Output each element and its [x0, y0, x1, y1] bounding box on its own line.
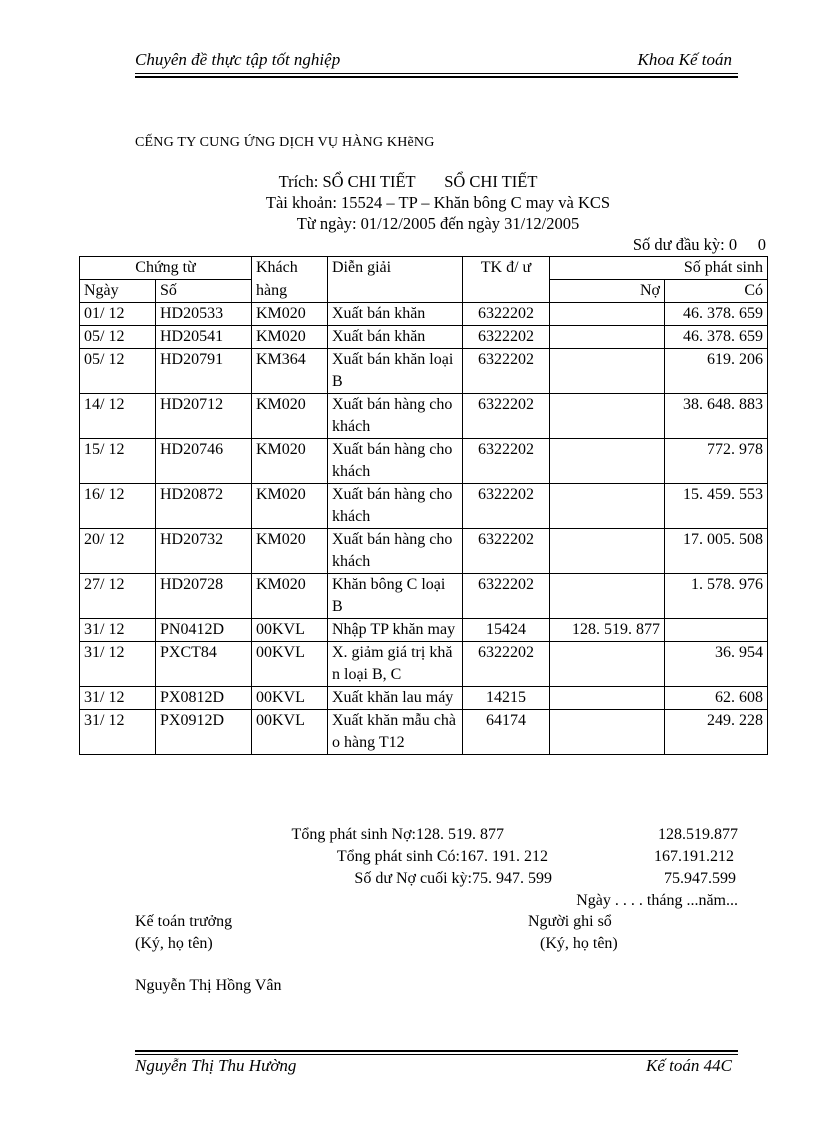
cell-acct: 6322202: [463, 529, 550, 574]
cell-debit: [550, 574, 665, 619]
cell-acct: 6322202: [463, 326, 550, 349]
cell-debit: [550, 484, 665, 529]
table-row: [80, 619, 768, 642]
total-debit-label: Tổng phát sinh Nợ:128. 519. 877: [291, 826, 504, 843]
recorder-title: Người ghi sổ: [528, 913, 612, 930]
cell-no: HD20728: [156, 574, 252, 619]
cell-acct: 6322202: [463, 642, 550, 687]
cell-date: 05/ 12: [80, 349, 156, 394]
cell-credit: 36. 954: [665, 642, 768, 687]
col-header-voucher: Chứng từ: [80, 257, 252, 280]
opening-balance: Số dư đầu kỳ: 0 0: [632, 235, 766, 254]
cell-debit: [550, 326, 665, 349]
cell-credit: 38. 648. 883: [665, 394, 768, 439]
date-line: Ngày . . . . tháng ...năm...: [576, 892, 738, 909]
cell-cust: KM020: [252, 326, 328, 349]
cell-debit: [550, 349, 665, 394]
cell-debit: [550, 529, 665, 574]
cell-cust: 00KVL: [252, 619, 328, 642]
cell-acct: 6322202: [463, 349, 550, 394]
col-header-customer-2: hàng: [252, 280, 328, 303]
total-debit-value: 128.519.877: [658, 826, 738, 843]
table-row: [80, 349, 768, 394]
cell-acct: 6322202: [463, 439, 550, 484]
cell-acct: 14215: [463, 687, 550, 710]
company-name: CẾNG TY CUNG ỨNG DỊCH VỤ HÀNG KHẽNG: [135, 135, 435, 150]
col-header-account: TK đ/ ư: [463, 257, 550, 303]
col-header-credit: Có: [665, 280, 768, 303]
cell-cust: 00KVL: [252, 710, 328, 755]
cell-cust: KM364: [252, 349, 328, 394]
cell-no: HD20732: [156, 529, 252, 574]
cell-desc: Xuất bán hàng cho khách: [328, 529, 463, 574]
col-header-arising: Số phát sinh: [550, 257, 768, 280]
chief-accountant-name: Nguyễn Thị Hồng Vân: [135, 977, 282, 994]
cell-credit: 249. 228: [665, 710, 768, 755]
table-row: [80, 642, 768, 687]
closing-balance-value: 75.947.599: [664, 870, 736, 887]
cell-cust: KM020: [252, 303, 328, 326]
header-rule-thick: [135, 76, 738, 78]
cell-cust: KM020: [252, 529, 328, 574]
cell-date: 15/ 12: [80, 439, 156, 484]
cell-credit: [665, 619, 768, 642]
page-header-left: Chuyên đề thực tập tốt nghiệp: [135, 50, 341, 69]
cell-desc: Xuất khăn lau máy: [328, 687, 463, 710]
cell-acct: 6322202: [463, 303, 550, 326]
table-row: [80, 710, 768, 755]
cell-debit: [550, 394, 665, 439]
cell-acct: 15424: [463, 619, 550, 642]
col-header-debit: Nợ: [550, 280, 665, 303]
cell-no: HD20712: [156, 394, 252, 439]
table-row: [80, 394, 768, 439]
chief-accountant-title: Kế toán trưởng: [135, 913, 233, 930]
cell-cust: KM020: [252, 439, 328, 484]
cell-debit: 128. 519. 877: [550, 619, 665, 642]
table-row: [80, 484, 768, 529]
page-footer-right: Kế toán 44C: [646, 1056, 732, 1075]
cell-date: 14/ 12: [80, 394, 156, 439]
cell-credit: 619. 206: [665, 349, 768, 394]
cell-date: 05/ 12: [80, 326, 156, 349]
total-credit-value: 167.191.212: [654, 848, 734, 865]
cell-cust: KM020: [252, 574, 328, 619]
table-row: [80, 529, 768, 574]
cell-desc: Xuất bán hàng cho khách: [328, 439, 463, 484]
cell-desc: Nhập TP khăn may: [328, 619, 463, 642]
cell-date: 31/ 12: [80, 642, 156, 687]
cell-desc: Xuất khăn mẫu chào hàng T12: [328, 710, 463, 755]
cell-credit: 46. 378. 659: [665, 303, 768, 326]
account-line: Tài khoản: 15524 – TP – Khăn bông C may và KCS: [265, 193, 611, 212]
cell-credit: 1. 578. 976: [665, 574, 768, 619]
cell-debit: [550, 303, 665, 326]
cell-desc: Xuất bán khăn: [328, 326, 463, 349]
chief-accountant-sign: (Ký, họ tên): [135, 935, 213, 952]
cell-desc: Xuất bán khăn loại B: [328, 349, 463, 394]
page-footer-left: Nguyễn Thị Thu Hường: [135, 1056, 297, 1075]
cell-no: HD20533: [156, 303, 252, 326]
cell-no: PX0812D: [156, 687, 252, 710]
cell-acct: 64174: [463, 710, 550, 755]
footer-rule: [135, 1054, 738, 1055]
cell-credit: 15. 459. 553: [665, 484, 768, 529]
table-header-row-1: [80, 257, 768, 280]
cell-no: PX0912D: [156, 710, 252, 755]
cell-date: 31/ 12: [80, 710, 156, 755]
table-row: [80, 326, 768, 349]
cell-desc: X. giảm giá trị khăn loại B, C: [328, 642, 463, 687]
cell-no: HD20746: [156, 439, 252, 484]
col-header-description: Diễn giải: [328, 257, 463, 303]
cell-date: 31/ 12: [80, 619, 156, 642]
cell-date: 31/ 12: [80, 687, 156, 710]
cell-acct: 6322202: [463, 484, 550, 529]
table-row: [80, 687, 768, 710]
table-row: [80, 439, 768, 484]
footer-rule-thick: [135, 1050, 738, 1052]
document-title: Trích: SỔ CHI TIẾT SỔ CHI TIẾT: [278, 172, 538, 191]
table-row: [80, 303, 768, 326]
cell-credit: 17. 005. 508: [665, 529, 768, 574]
cell-credit: 62. 608: [665, 687, 768, 710]
cell-debit: [550, 439, 665, 484]
ledger-table: [79, 256, 768, 755]
table-row: [80, 574, 768, 619]
cell-desc: Xuất bán hàng cho khách: [328, 484, 463, 529]
col-header-number: Số: [156, 280, 252, 303]
header-rule: [135, 73, 738, 74]
recorder-sign: (Ký, họ tên): [540, 935, 618, 952]
cell-cust: KM020: [252, 484, 328, 529]
cell-credit: 772. 978: [665, 439, 768, 484]
cell-desc: Khăn bông C loại B: [328, 574, 463, 619]
cell-date: 20/ 12: [80, 529, 156, 574]
cell-date: 01/ 12: [80, 303, 156, 326]
cell-date: 27/ 12: [80, 574, 156, 619]
cell-cust: KM020: [252, 394, 328, 439]
period-line: Từ ngày: 01/12/2005 đến ngày 31/12/2005: [296, 214, 580, 233]
cell-cust: 00KVL: [252, 642, 328, 687]
cell-cust: 00KVL: [252, 687, 328, 710]
cell-acct: 6322202: [463, 394, 550, 439]
cell-desc: Xuất bán khăn: [328, 303, 463, 326]
cell-no: PN0412D: [156, 619, 252, 642]
cell-no: HD20872: [156, 484, 252, 529]
cell-no: PXCT84: [156, 642, 252, 687]
total-credit-label: Tổng phát sinh Có:167. 191. 212: [336, 848, 548, 865]
closing-balance-label: Số dư Nợ cuối kỳ:75. 947. 599: [354, 870, 552, 887]
cell-debit: [550, 687, 665, 710]
cell-date: 16/ 12: [80, 484, 156, 529]
cell-no: HD20791: [156, 349, 252, 394]
col-header-customer: Khách: [252, 257, 328, 280]
cell-debit: [550, 642, 665, 687]
cell-credit: 46. 378. 659: [665, 326, 768, 349]
cell-debit: [550, 710, 665, 755]
cell-desc: Xuất bán hàng cho khách: [328, 394, 463, 439]
page-header-right: Khoa Kế toán: [637, 50, 732, 69]
col-header-date: Ngày: [80, 280, 156, 303]
cell-no: HD20541: [156, 326, 252, 349]
cell-acct: 6322202: [463, 574, 550, 619]
